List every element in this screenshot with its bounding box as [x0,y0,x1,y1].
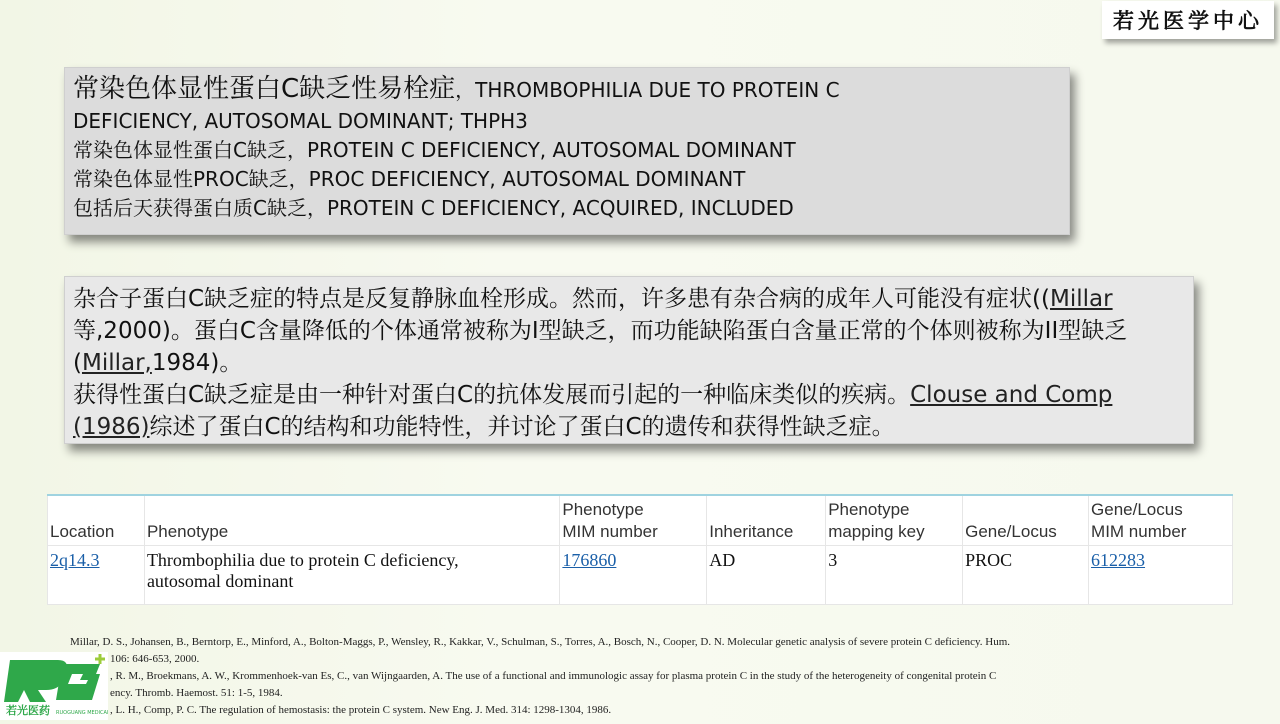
header-gene-locus: Gene/Locus [963,495,1089,546]
cell-gene: PROC [963,546,1089,605]
table-header-row [48,495,1233,546]
ref-link-millar-2000[interactable]: Millar [1050,286,1113,312]
p2-text-b: 综述了蛋白C的结构和功能特性，并讨论了蛋白C的遗传和获得性缺乏症。 [149,414,895,440]
reference-3: , L. H., Comp, P. C. The regulation of hemostasis: the protein C system. New Eng. J. Med. 314: 1298-1304, 1986. [110,704,612,716]
references [70,634,1230,719]
rg-logo-icon [0,652,108,720]
title-cn: 常染色体显性蛋白C缺乏性易栓症 [73,74,456,104]
p1-text-a: 杂合子蛋白C缺乏症的特点是反复静脉血栓形成。然而，许多患有杂合病的成年人可能没有症状(( [73,286,1051,312]
header-mapping-key: Phenotype mapping key [826,495,963,546]
phenotype-mim-link[interactable]: 176860 [562,550,617,570]
cell-phenotype-mim [560,546,707,605]
ref-link-clouse-comp[interactable]: Clouse and Comp (1986) [73,382,1113,440]
header-inheritance: Inheritance [707,495,826,546]
header-location: Location [48,495,145,546]
p2-text-a: 获得性蛋白C缺乏症是由一种针对蛋白C的抗体发展而引起的一种临床类似的疾病。 [73,382,911,408]
title-en: ，THROMBOPHILIA DUE TO PROTEIN C [455,78,840,102]
logo-sub: RUOGUANG MEDICAL [56,710,108,716]
header-gene-mim: Gene/Locus MIM number [1089,495,1233,546]
reference-1-cont: 106: 646-653, 2000. [110,653,200,665]
reference-1: Millar, D. S., Johansen, B., Berntorp, E., Minford, A., Bolton-Maggs, P., Wensley, R., Kakkar, V., Schulman, S., Torres, A., Bosch, N., Cooper, D. N. Molecular genetic analysis of severe protein C deficiency. Hum. [70,636,1011,648]
cell-gene-mim [1089,546,1233,605]
table-row [48,546,1233,605]
header-phenotype: Phenotype [144,495,559,546]
description-paragraph-2 [73,379,1185,443]
header-phenotype-mim: Phenotype MIM number [560,495,707,546]
title-line-3: 常染色体显性蛋白C缺乏，PROTEIN C DEFICIENCY, AUTOSOMAL DOMINANT [73,138,796,162]
reference-2: , R. M., Broekmans, A. W., Krommenhoek-van Es, C., van Wijngaarden, A. The use of a functional and immunologic assay for plasma protein C in the study of the heterogeneity of congenital protein C [110,670,997,682]
brand-tag: 若光医学中心 [1102,1,1274,39]
title-line-1 [73,72,1061,107]
description-box [64,276,1194,444]
cell-phenotype: Thrombophilia due to protein C deficiency, autosomal dominant [144,546,559,605]
logo-name: 若光医药 [6,704,50,717]
cell-mapping-key: 3 [826,546,963,605]
title-line-5: 包括后天获得蛋白质C缺乏，PROTEIN C DEFICIENCY, ACQUIRED, INCLUDED [73,196,794,220]
cell-inheritance: AD [707,546,826,605]
title-box [64,67,1070,235]
gene-mim-link[interactable]: 612283 [1091,550,1146,570]
p1-text-b: 等,2000)。蛋白C含量降低的个体通常被称为I型缺乏，而功能缺陷蛋白含量正常的个体则被称为II型缺乏( [73,318,1128,376]
reference-2-cont: ency. Thromb. Haemost. 51: 1-5, 1984. [110,687,283,699]
p1-text-c: 1984)。 [151,350,243,376]
description-paragraph-1 [73,283,1185,379]
title-line-4: 常染色体显性PROC缺乏，PROC DEFICIENCY, AUTOSOMAL DOMINANT [73,167,746,191]
location-link[interactable]: 2q14.3 [50,550,100,570]
title-line-2: DEFICIENCY, AUTOSOMAL DOMINANT; THPH3 [73,109,528,133]
ref-link-millar-1984[interactable]: Millar, [81,350,152,376]
company-logo [0,652,108,720]
phenotype-gene-table [47,494,1233,605]
cell-location [48,546,145,605]
